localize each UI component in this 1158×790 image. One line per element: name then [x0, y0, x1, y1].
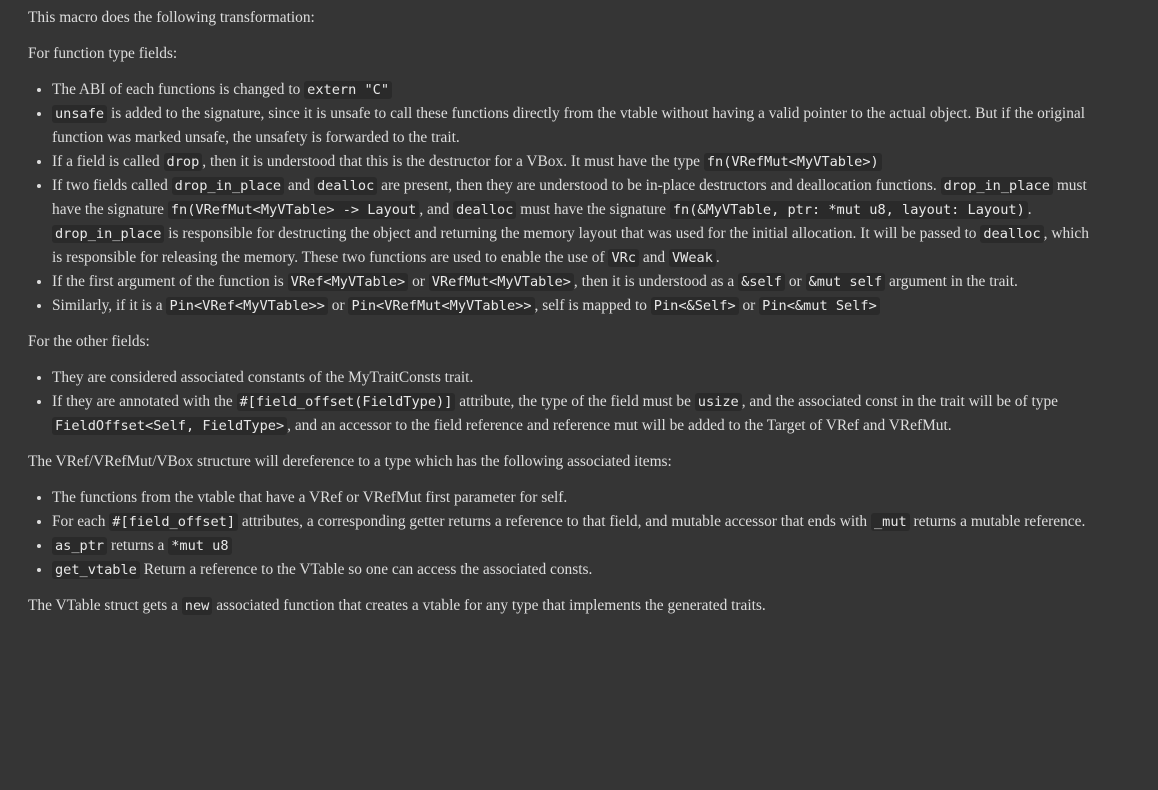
text-span: , then it is understood that this is the destructor for a VBox. It must have the type: [202, 153, 704, 170]
inline-code: drop_in_place: [52, 225, 164, 243]
text-span: , and the associated const in the trait will be of type: [741, 393, 1058, 410]
inline-code: Pin<&Self>: [651, 297, 739, 315]
inline-code: drop: [164, 153, 203, 171]
inline-code: Pin<VRef<MyVTable>>: [166, 297, 328, 315]
inline-code: VRefMut<MyVTable>: [429, 273, 574, 291]
text-span: If the first argument of the function is: [52, 273, 288, 290]
text-span: must have the signature: [52, 177, 1087, 218]
text-span: Return a reference to the VTable so one can access the associated consts.: [139, 561, 593, 578]
other-fields-list: [28, 366, 1100, 438]
text-span: or: [738, 297, 760, 314]
text-span: The ABI of each functions is changed to: [52, 81, 305, 98]
text-span: , and: [419, 201, 454, 218]
other-field-rule: [52, 390, 1100, 438]
text-span: or: [784, 273, 806, 290]
text-span: The VTable struct gets a: [28, 597, 182, 614]
text-span: is responsible for destructing the object and returning the memory layout that was used for the initial allocation. It will be passed to: [164, 225, 981, 242]
text-span: , and an accessor to the field reference and reference mut will be added to the Target of VRef and VRefMut.: [287, 417, 952, 434]
inline-code: FieldOffset<Self, FieldType>: [52, 417, 287, 435]
final-paragraph: [28, 594, 1100, 618]
text-span: or: [408, 273, 429, 290]
text-span: returns a: [107, 537, 169, 554]
deref-item: [52, 486, 1100, 510]
text-span: returns a mutable reference.: [909, 513, 1086, 530]
inline-code: #[field_offset(FieldType)]: [237, 393, 456, 411]
text-span: or: [327, 297, 349, 314]
inline-code: fn(&MyVTable, ptr: *mut u8, layout: Layout): [670, 201, 1028, 219]
function-field-rule: [52, 270, 1100, 294]
inline-code: dealloc: [314, 177, 377, 195]
inline-code: &mut self: [806, 273, 886, 291]
inline-code: *mut u8: [168, 537, 231, 555]
text-span: They are considered associated constants of the MyTraitConsts trait.: [52, 369, 474, 386]
text-span: attribute, the type of the field must be: [455, 393, 695, 410]
function-fields-heading: For function type fields:: [28, 45, 178, 62]
inline-code: Pin<&mut Self>: [759, 297, 880, 315]
function-field-rule: [52, 78, 1100, 102]
function-field-rule: [52, 150, 1100, 174]
inline-code: _mut: [871, 513, 910, 531]
inline-code: VRef<MyVTable>: [288, 273, 409, 291]
deref-item: [52, 558, 1100, 582]
text-span: , self is mapped to: [534, 297, 651, 314]
inline-code: VWeak: [669, 249, 716, 267]
text-span: If they are annotated with the: [52, 393, 237, 410]
text-span: The functions from the vtable that have a VRef or VRefMut first parameter for self.: [52, 489, 568, 506]
inline-code: fn(VRefMut<MyVTable>): [704, 153, 882, 171]
deref-items-list: [28, 486, 1100, 582]
text-span: If two fields called: [52, 177, 172, 194]
inline-code: &self: [738, 273, 785, 291]
inline-code: extern "C": [304, 81, 392, 99]
text-span: For each: [52, 513, 110, 530]
inline-code: unsafe: [52, 105, 107, 123]
inline-code: as_ptr: [52, 537, 107, 555]
text-span: , which is responsible for releasing the memory. These two functions are used to enable the use of: [52, 225, 1089, 266]
function-fields-list: [28, 78, 1100, 318]
text-span: argument in the trait.: [885, 273, 1018, 290]
inline-code: drop_in_place: [941, 177, 1053, 195]
text-span: If a field is called: [52, 153, 164, 170]
text-span: attributes, a corresponding getter returns a reference to that field, and mutable accessor that ends with: [238, 513, 871, 530]
inline-code: #[field_offset]: [109, 513, 238, 531]
text-span: .: [1027, 201, 1032, 218]
intro-paragraph: This macro does the following transformation:: [28, 9, 315, 26]
text-span: are present, then they are understood to be in-place destructors and deallocation functions.: [377, 177, 941, 194]
inline-code: usize: [695, 393, 742, 411]
deref-item: [52, 510, 1100, 534]
inline-code: dealloc: [453, 201, 516, 219]
text-span: and: [639, 249, 669, 266]
deref-item: [52, 534, 1100, 558]
text-span: , then it is understood as a: [573, 273, 739, 290]
inline-code: Pin<VRefMut<MyVTable>>: [348, 297, 534, 315]
text-span: is added to the signature, since it is unsafe to call these functions directly from the vtable without having a valid pointer to the actual object. But if the original function was marked unsafe, the unsafety is forwarded to the trait.: [52, 105, 1086, 146]
inline-code: dealloc: [980, 225, 1043, 243]
inline-code: fn(VRefMut<MyVTable> -> Layout: [168, 201, 420, 219]
inline-code: new: [182, 597, 213, 615]
other-fields-heading: For the other fields:: [28, 333, 150, 350]
inline-code: drop_in_place: [172, 177, 284, 195]
text-span: and: [284, 177, 314, 194]
text-span: associated function that creates a vtable for any type that implements the generated traits.: [212, 597, 766, 614]
function-field-rule: [52, 102, 1100, 150]
function-field-rule: [52, 174, 1100, 270]
other-field-rule: [52, 366, 1100, 390]
text-span: Similarly, if it is a: [52, 297, 167, 314]
function-field-rule: [52, 294, 1100, 318]
inline-code: VRc: [608, 249, 639, 267]
text-span: must have the signature: [516, 201, 670, 218]
deref-heading: The VRef/VRefMut/VBox structure will dereference to a type which has the following associated items:: [28, 453, 672, 470]
inline-code: get_vtable: [52, 561, 140, 579]
text-span: .: [715, 249, 720, 266]
